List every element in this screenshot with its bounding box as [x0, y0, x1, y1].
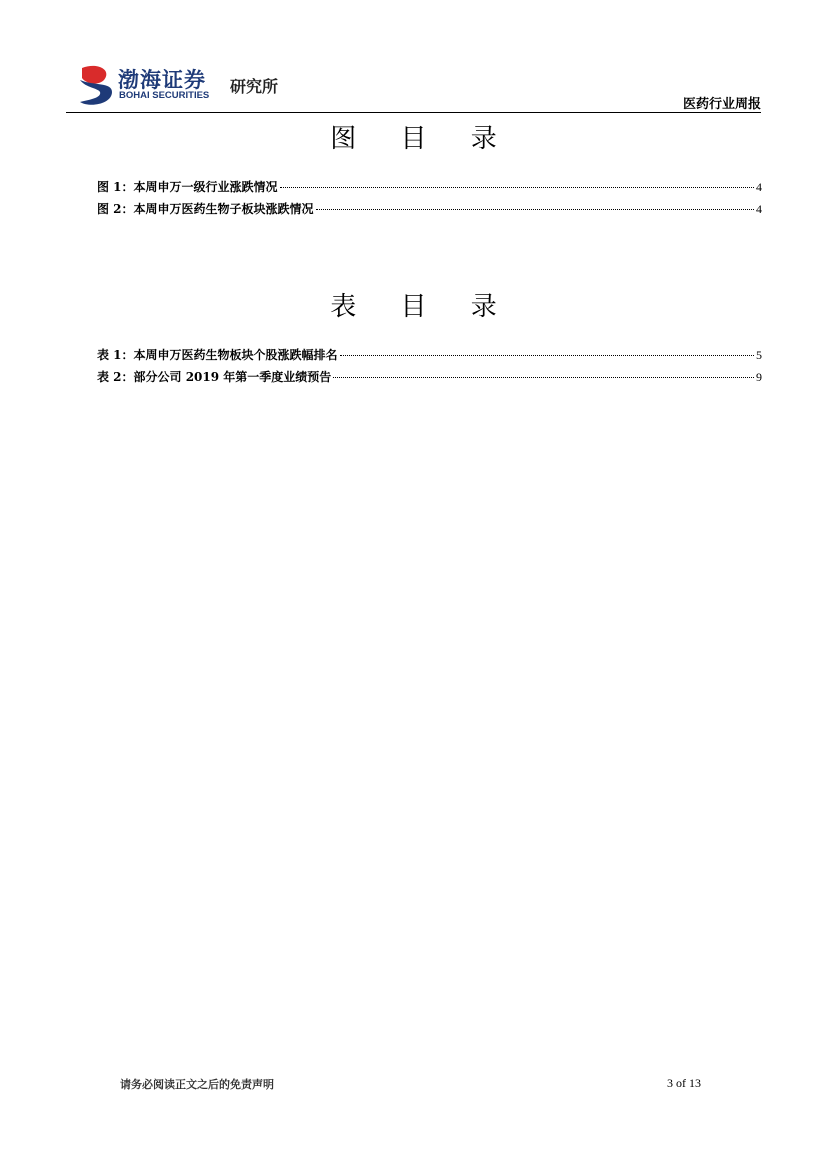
company-logo: [78, 62, 298, 110]
toc-entry-page[interactable]: 9: [756, 370, 762, 384]
figures-toc-title: 图 目 录: [330, 124, 515, 154]
report-type: 医药行业周报: [682, 97, 761, 112]
toc-entry[interactable]: [97, 368, 762, 390]
toc-leader: [333, 377, 754, 378]
toc-entry-page[interactable]: 4: [756, 202, 762, 216]
toc-entry-label[interactable]: 表 1：本周申万医药生物板块个股涨跌幅排名: [97, 348, 338, 362]
toc-entry-label[interactable]: 图 1：本周申万一级行业涨跌情况: [97, 180, 278, 194]
logo-chinese-name: 渤海证券: [118, 67, 206, 92]
logo-department: 研究所: [230, 77, 279, 96]
toc-entry[interactable]: [97, 200, 762, 222]
toc-entry-page[interactable]: 4: [756, 180, 762, 194]
figures-toc-list: [97, 178, 762, 222]
tables-toc-list: [97, 346, 762, 390]
toc-leader: [280, 187, 754, 188]
tables-toc-title: 表 目 录: [330, 292, 515, 322]
toc-entry-label[interactable]: 图 2：本周申万医药生物子板块涨跌情况: [97, 202, 314, 216]
bohai-logo-icon: [78, 64, 114, 106]
footer-page-number: 3 of 13: [667, 1076, 701, 1090]
logo-english-name: BOHAI SECURITIES: [119, 90, 210, 101]
toc-entry[interactable]: [97, 346, 762, 368]
toc-leader: [340, 355, 754, 356]
toc-entry-page[interactable]: 5: [756, 348, 762, 362]
toc-leader: [316, 209, 754, 210]
header-divider: [66, 112, 761, 113]
footer-disclaimer: 请务必阅读正文之后的免责声明: [120, 1078, 274, 1091]
toc-entry-label[interactable]: 表 2：部分公司 2019 年第一季度业绩预告: [97, 370, 332, 384]
toc-entry[interactable]: [97, 178, 762, 200]
